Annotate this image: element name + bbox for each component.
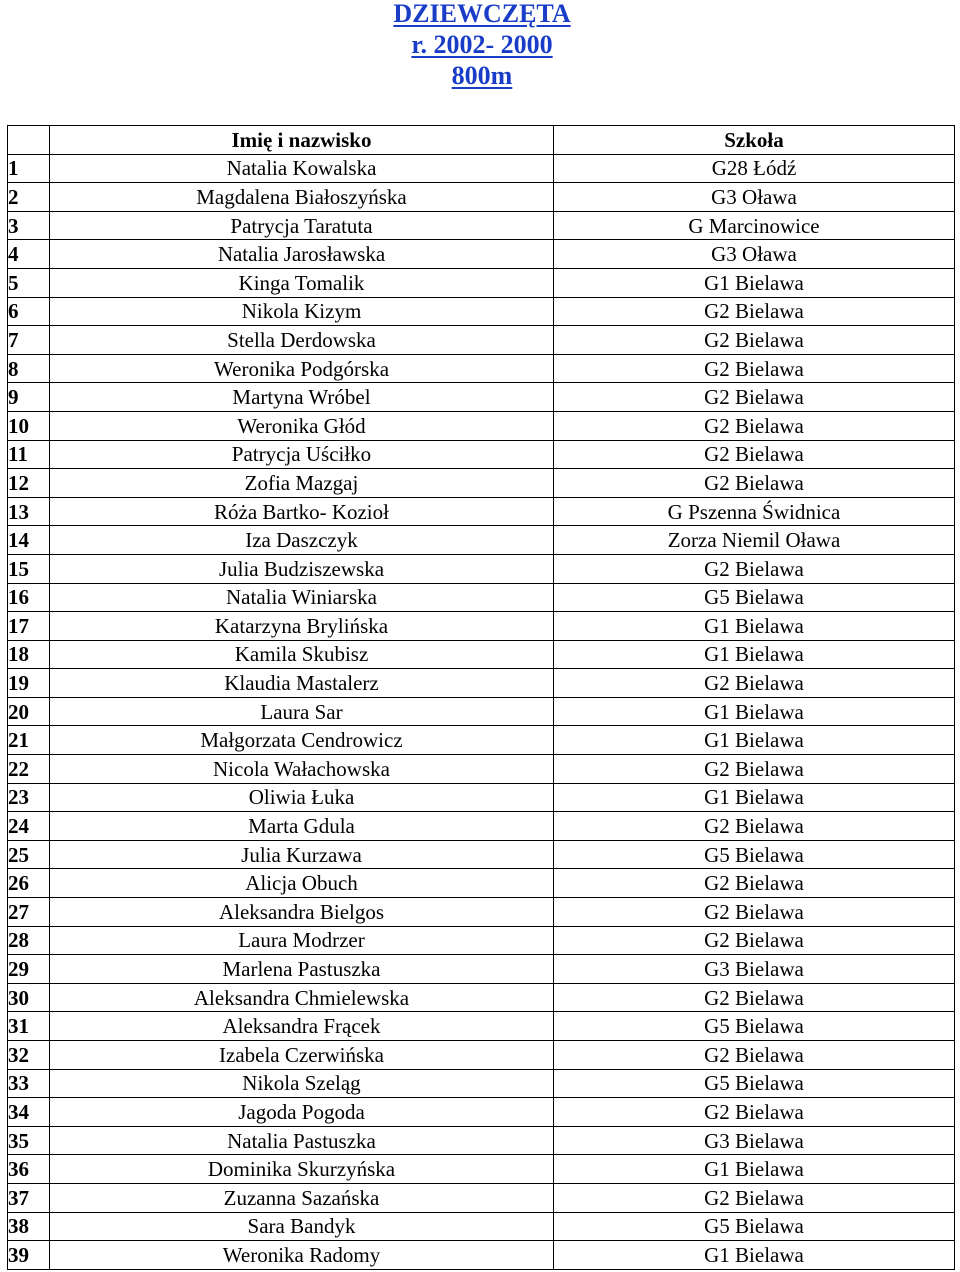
school-cell: G2 Bielawa bbox=[554, 469, 955, 498]
table-row bbox=[8, 1098, 955, 1127]
table-row bbox=[8, 297, 955, 326]
name-cell: Natalia Pastuszka bbox=[50, 1126, 554, 1155]
name-cell: Weronika Głód bbox=[50, 411, 554, 440]
table-row bbox=[8, 726, 955, 755]
table-row bbox=[8, 183, 955, 212]
place-cell: 35 bbox=[8, 1126, 50, 1155]
place-cell: 29 bbox=[8, 955, 50, 984]
school-cell: G2 Bielawa bbox=[554, 812, 955, 841]
table-row bbox=[8, 1241, 955, 1270]
place-cell: 6 bbox=[8, 297, 50, 326]
place-cell: 39 bbox=[8, 1241, 50, 1270]
name-cell: Natalia Winiarska bbox=[50, 583, 554, 612]
place-cell: 31 bbox=[8, 1012, 50, 1041]
place-cell: 12 bbox=[8, 469, 50, 498]
table-row bbox=[8, 869, 955, 898]
name-cell: Stella Derdowska bbox=[50, 326, 554, 355]
school-cell: G2 Bielawa bbox=[554, 411, 955, 440]
place-cell: 26 bbox=[8, 869, 50, 898]
name-cell: Sara Bandyk bbox=[50, 1212, 554, 1241]
name-cell: Małgorzata Cendrowicz bbox=[50, 726, 554, 755]
table-row bbox=[8, 983, 955, 1012]
table-row bbox=[8, 1155, 955, 1184]
name-cell: Martyna Wróbel bbox=[50, 383, 554, 412]
name-cell: Marta Gdula bbox=[50, 812, 554, 841]
school-cell: G1 Bielawa bbox=[554, 640, 955, 669]
place-cell: 32 bbox=[8, 1041, 50, 1070]
table-row bbox=[8, 497, 955, 526]
school-cell: G2 Bielawa bbox=[554, 554, 955, 583]
table-row bbox=[8, 755, 955, 784]
school-cell: G1 Bielawa bbox=[554, 726, 955, 755]
table-row bbox=[8, 268, 955, 297]
school-cell: G5 Bielawa bbox=[554, 583, 955, 612]
school-cell: G3 Oława bbox=[554, 183, 955, 212]
name-cell: Dominika Skurzyńska bbox=[50, 1155, 554, 1184]
table-row bbox=[8, 211, 955, 240]
name-cell: Oliwia Łuka bbox=[50, 783, 554, 812]
name-cell: Magdalena Białoszyńska bbox=[50, 183, 554, 212]
place-cell: 22 bbox=[8, 755, 50, 784]
table-body bbox=[8, 154, 955, 1269]
school-cell: G5 Bielawa bbox=[554, 1069, 955, 1098]
school-cell: G Pszenna Świdnica bbox=[554, 497, 955, 526]
school-cell: G2 Bielawa bbox=[554, 1098, 955, 1127]
birth-years-link[interactable]: r. 2002- 2000 bbox=[411, 30, 553, 59]
place-cell: 27 bbox=[8, 898, 50, 927]
school-cell: G5 Bielawa bbox=[554, 840, 955, 869]
school-cell: G2 Bielawa bbox=[554, 755, 955, 784]
place-cell: 9 bbox=[8, 383, 50, 412]
school-cell: G2 Bielawa bbox=[554, 383, 955, 412]
school-cell: G5 Bielawa bbox=[554, 1012, 955, 1041]
place-cell: 4 bbox=[8, 240, 50, 269]
name-cell: Marlena Pastuszka bbox=[50, 955, 554, 984]
table-row bbox=[8, 1012, 955, 1041]
school-cell: G3 Oława bbox=[554, 240, 955, 269]
place-cell: 21 bbox=[8, 726, 50, 755]
place-cell: 13 bbox=[8, 497, 50, 526]
place-cell: 15 bbox=[8, 554, 50, 583]
school-cell: G1 Bielawa bbox=[554, 268, 955, 297]
name-cell: Weronika Radomy bbox=[50, 1241, 554, 1270]
table-row bbox=[8, 354, 955, 383]
place-cell: 25 bbox=[8, 840, 50, 869]
table-row bbox=[8, 411, 955, 440]
table-row bbox=[8, 526, 955, 555]
school-cell: G2 Bielawa bbox=[554, 326, 955, 355]
table-row bbox=[8, 669, 955, 698]
distance-link[interactable]: 800m bbox=[451, 61, 513, 90]
name-cell: Aleksandra Chmielewska bbox=[50, 983, 554, 1012]
name-cell: Alicja Obuch bbox=[50, 869, 554, 898]
place-cell: 14 bbox=[8, 526, 50, 555]
school-cell: G1 Bielawa bbox=[554, 612, 955, 641]
table-header-row bbox=[8, 126, 955, 155]
place-cell: 1 bbox=[8, 154, 50, 183]
school-cell: G3 Bielawa bbox=[554, 1126, 955, 1155]
table-row bbox=[8, 583, 955, 612]
table-row bbox=[8, 812, 955, 841]
school-cell: G2 Bielawa bbox=[554, 869, 955, 898]
table-row bbox=[8, 640, 955, 669]
place-cell: 5 bbox=[8, 268, 50, 297]
school-cell: G1 Bielawa bbox=[554, 1155, 955, 1184]
school-cell: G3 Bielawa bbox=[554, 955, 955, 984]
place-cell: 8 bbox=[8, 354, 50, 383]
name-cell: Nikola Szeląg bbox=[50, 1069, 554, 1098]
name-cell: Kamila Skubisz bbox=[50, 640, 554, 669]
table-row bbox=[8, 697, 955, 726]
school-cell: G1 Bielawa bbox=[554, 697, 955, 726]
place-cell: 11 bbox=[8, 440, 50, 469]
place-cell: 30 bbox=[8, 983, 50, 1012]
table-row bbox=[8, 1183, 955, 1212]
name-cell: Nicola Wałachowska bbox=[50, 755, 554, 784]
place-cell: 17 bbox=[8, 612, 50, 641]
place-cell: 10 bbox=[8, 411, 50, 440]
school-cell: G2 Bielawa bbox=[554, 898, 955, 927]
name-cell: Natalia Kowalska bbox=[50, 154, 554, 183]
name-cell: Izabela Czerwińska bbox=[50, 1041, 554, 1070]
name-cell: Zofia Mazgaj bbox=[50, 469, 554, 498]
name-cell: Aleksandra Frącek bbox=[50, 1012, 554, 1041]
name-cell: Aleksandra Bielgos bbox=[50, 898, 554, 927]
results-table bbox=[7, 125, 955, 1270]
school-cell: G2 Bielawa bbox=[554, 440, 955, 469]
column-header-school: Szkoła bbox=[554, 126, 955, 155]
years-line bbox=[0, 31, 960, 62]
school-cell: G Marcinowice bbox=[554, 211, 955, 240]
table-row bbox=[8, 612, 955, 641]
table-row bbox=[8, 1069, 955, 1098]
name-cell: Jagoda Pogoda bbox=[50, 1098, 554, 1127]
place-cell: 33 bbox=[8, 1069, 50, 1098]
place-cell: 37 bbox=[8, 1183, 50, 1212]
name-cell: Nikola Kizym bbox=[50, 297, 554, 326]
table-row bbox=[8, 955, 955, 984]
table-row bbox=[8, 154, 955, 183]
category-title-link[interactable]: DZIEWCZĘTA bbox=[393, 0, 571, 28]
table-row bbox=[8, 783, 955, 812]
column-header-place bbox=[8, 126, 50, 155]
school-cell: G1 Bielawa bbox=[554, 783, 955, 812]
table-row bbox=[8, 469, 955, 498]
name-cell: Julia Budziszewska bbox=[50, 554, 554, 583]
name-cell: Julia Kurzawa bbox=[50, 840, 554, 869]
place-cell: 2 bbox=[8, 183, 50, 212]
table-row bbox=[8, 840, 955, 869]
table-row bbox=[8, 926, 955, 955]
place-cell: 24 bbox=[8, 812, 50, 841]
name-cell: Klaudia Mastalerz bbox=[50, 669, 554, 698]
table-row bbox=[8, 898, 955, 927]
table-row bbox=[8, 1126, 955, 1155]
table-row bbox=[8, 1041, 955, 1070]
place-cell: 36 bbox=[8, 1155, 50, 1184]
distance-line bbox=[0, 62, 960, 93]
name-cell: Róża Bartko- Kozioł bbox=[50, 497, 554, 526]
column-header-name: Imię i nazwisko bbox=[50, 126, 554, 155]
name-cell: Katarzyna Brylińska bbox=[50, 612, 554, 641]
place-cell: 23 bbox=[8, 783, 50, 812]
place-cell: 28 bbox=[8, 926, 50, 955]
place-cell: 7 bbox=[8, 326, 50, 355]
table-row bbox=[8, 1212, 955, 1241]
place-cell: 34 bbox=[8, 1098, 50, 1127]
school-cell: G2 Bielawa bbox=[554, 297, 955, 326]
table-row bbox=[8, 554, 955, 583]
place-cell: 20 bbox=[8, 697, 50, 726]
place-cell: 19 bbox=[8, 669, 50, 698]
school-cell: Zorza Niemil Oława bbox=[554, 526, 955, 555]
place-cell: 18 bbox=[8, 640, 50, 669]
school-cell: G2 Bielawa bbox=[554, 669, 955, 698]
school-cell: G2 Bielawa bbox=[554, 983, 955, 1012]
name-cell: Patrycja Uściłko bbox=[50, 440, 554, 469]
name-cell: Iza Daszczyk bbox=[50, 526, 554, 555]
school-cell: G2 Bielawa bbox=[554, 1183, 955, 1212]
school-cell: G1 Bielawa bbox=[554, 1241, 955, 1270]
school-cell: G2 Bielawa bbox=[554, 926, 955, 955]
table-row bbox=[8, 240, 955, 269]
name-cell: Zuzanna Sazańska bbox=[50, 1183, 554, 1212]
name-cell: Laura Sar bbox=[50, 697, 554, 726]
table-row bbox=[8, 440, 955, 469]
place-cell: 38 bbox=[8, 1212, 50, 1241]
school-cell: G2 Bielawa bbox=[554, 1041, 955, 1070]
name-cell: Natalia Jarosławska bbox=[50, 240, 554, 269]
school-cell: G28 Łódź bbox=[554, 154, 955, 183]
table-row bbox=[8, 383, 955, 412]
place-cell: 3 bbox=[8, 211, 50, 240]
name-cell: Patrycja Taratuta bbox=[50, 211, 554, 240]
name-cell: Kinga Tomalik bbox=[50, 268, 554, 297]
name-cell: Laura Modrzer bbox=[50, 926, 554, 955]
school-cell: G5 Bielawa bbox=[554, 1212, 955, 1241]
place-cell: 16 bbox=[8, 583, 50, 612]
name-cell: Weronika Podgórska bbox=[50, 354, 554, 383]
table-row bbox=[8, 326, 955, 355]
title-line bbox=[0, 0, 960, 31]
school-cell: G2 Bielawa bbox=[554, 354, 955, 383]
page-header bbox=[0, 0, 960, 93]
